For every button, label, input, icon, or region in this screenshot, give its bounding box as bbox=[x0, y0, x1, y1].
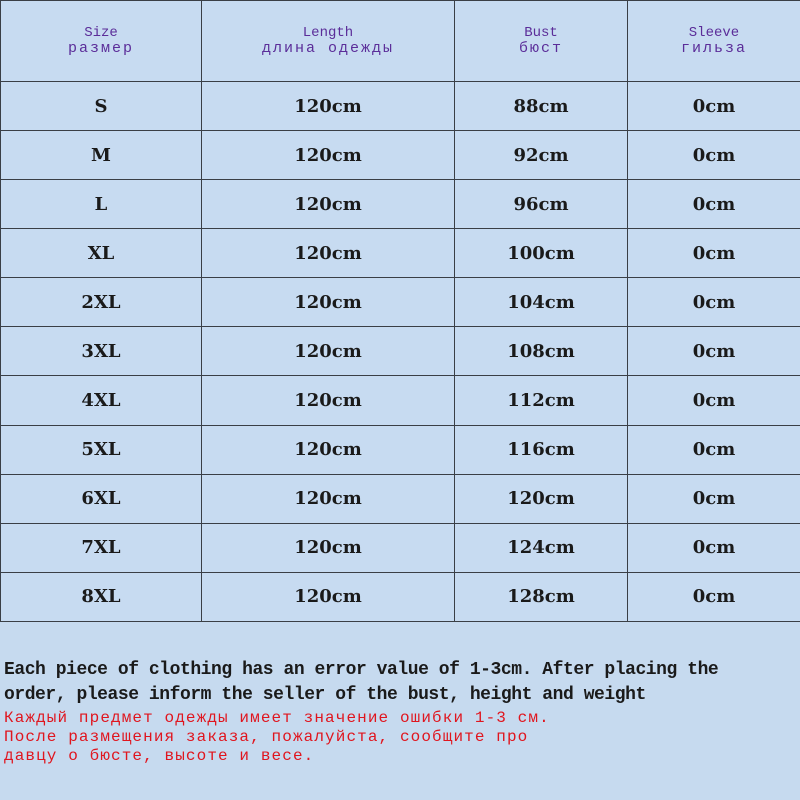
length-cell: 120cm bbox=[202, 131, 455, 180]
header-bust bbox=[455, 1, 628, 82]
bust-cell: 108cm bbox=[455, 327, 628, 376]
size-cell: 8XL bbox=[1, 572, 202, 621]
size-cell: 5XL bbox=[1, 425, 202, 474]
size-cell: L bbox=[1, 180, 202, 229]
table-row bbox=[1, 82, 800, 131]
length-cell: 120cm bbox=[202, 327, 455, 376]
sleeve-cell: 0cm bbox=[628, 327, 800, 376]
size-cell: 3XL bbox=[1, 327, 202, 376]
header-length bbox=[202, 1, 455, 82]
sleeve-cell: 0cm bbox=[628, 474, 800, 523]
sleeve-cell: 0cm bbox=[628, 523, 800, 572]
table-row bbox=[1, 180, 800, 229]
table-row bbox=[1, 327, 800, 376]
header-sleeve-en: Sleeve bbox=[688, 25, 740, 41]
sleeve-cell: 0cm bbox=[628, 278, 800, 327]
table-row bbox=[1, 278, 800, 327]
bust-cell: 124cm bbox=[455, 523, 628, 572]
size-cell: 7XL bbox=[1, 523, 202, 572]
bust-cell: 104cm bbox=[455, 278, 628, 327]
length-cell: 120cm bbox=[202, 229, 455, 278]
size-cell: 2XL bbox=[1, 278, 202, 327]
size-cell: XL bbox=[1, 229, 202, 278]
size-cell: S bbox=[1, 82, 202, 131]
length-cell: 120cm bbox=[202, 180, 455, 229]
table-row bbox=[1, 523, 800, 572]
table-row bbox=[1, 572, 800, 621]
header-length-en: Length bbox=[302, 25, 354, 41]
bust-cell: 116cm bbox=[455, 425, 628, 474]
length-cell: 120cm bbox=[202, 376, 455, 425]
header-row bbox=[1, 1, 800, 82]
sleeve-cell: 0cm bbox=[628, 376, 800, 425]
header-size-ru: размер bbox=[67, 40, 134, 57]
bust-cell: 100cm bbox=[455, 229, 628, 278]
bust-cell: 92cm bbox=[455, 131, 628, 180]
bust-cell: 96cm bbox=[455, 180, 628, 229]
header-bust-en: Bust bbox=[524, 25, 558, 41]
table-row bbox=[1, 474, 800, 523]
header-sleeve-ru: гильза bbox=[680, 40, 747, 57]
bust-cell: 128cm bbox=[455, 572, 628, 621]
length-cell: 120cm bbox=[202, 523, 455, 572]
header-size-en: Size bbox=[84, 25, 118, 41]
length-cell: 120cm bbox=[202, 572, 455, 621]
header-sleeve bbox=[628, 1, 800, 82]
length-cell: 120cm bbox=[202, 82, 455, 131]
sleeve-cell: 0cm bbox=[628, 572, 800, 621]
header-size bbox=[1, 1, 202, 82]
sleeve-cell: 0cm bbox=[628, 82, 800, 131]
table-row bbox=[1, 131, 800, 180]
size-cell: M bbox=[1, 131, 202, 180]
bust-cell: 120cm bbox=[455, 474, 628, 523]
sleeve-cell: 0cm bbox=[628, 131, 800, 180]
header-bust-ru: бюст bbox=[518, 40, 563, 57]
sleeve-cell: 0cm bbox=[628, 180, 800, 229]
bust-cell: 88cm bbox=[455, 82, 628, 131]
size-cell: 6XL bbox=[1, 474, 202, 523]
table-row bbox=[1, 376, 800, 425]
sleeve-cell: 0cm bbox=[628, 425, 800, 474]
measurement-note bbox=[0, 622, 800, 800]
length-cell: 120cm bbox=[202, 278, 455, 327]
size-cell: 4XL bbox=[1, 376, 202, 425]
length-cell: 120cm bbox=[202, 425, 455, 474]
sleeve-cell: 0cm bbox=[628, 229, 800, 278]
bust-cell: 112cm bbox=[455, 376, 628, 425]
note-english: Each piece of clothing has an error value of 1-3cm. After placing the order, please inform the seller of the bust, height and weight bbox=[4, 660, 719, 705]
table-row bbox=[1, 425, 800, 474]
note-russian: Каждый предмет одежды имеет значение ошибки 1-3 см. После размещения заказа, пожалуйста, сообщите про давцу о бюсте, высоте и весе. bbox=[4, 709, 550, 765]
length-cell: 120cm bbox=[202, 474, 455, 523]
table-row bbox=[1, 229, 800, 278]
header-length-ru: длина одежды bbox=[261, 40, 395, 57]
